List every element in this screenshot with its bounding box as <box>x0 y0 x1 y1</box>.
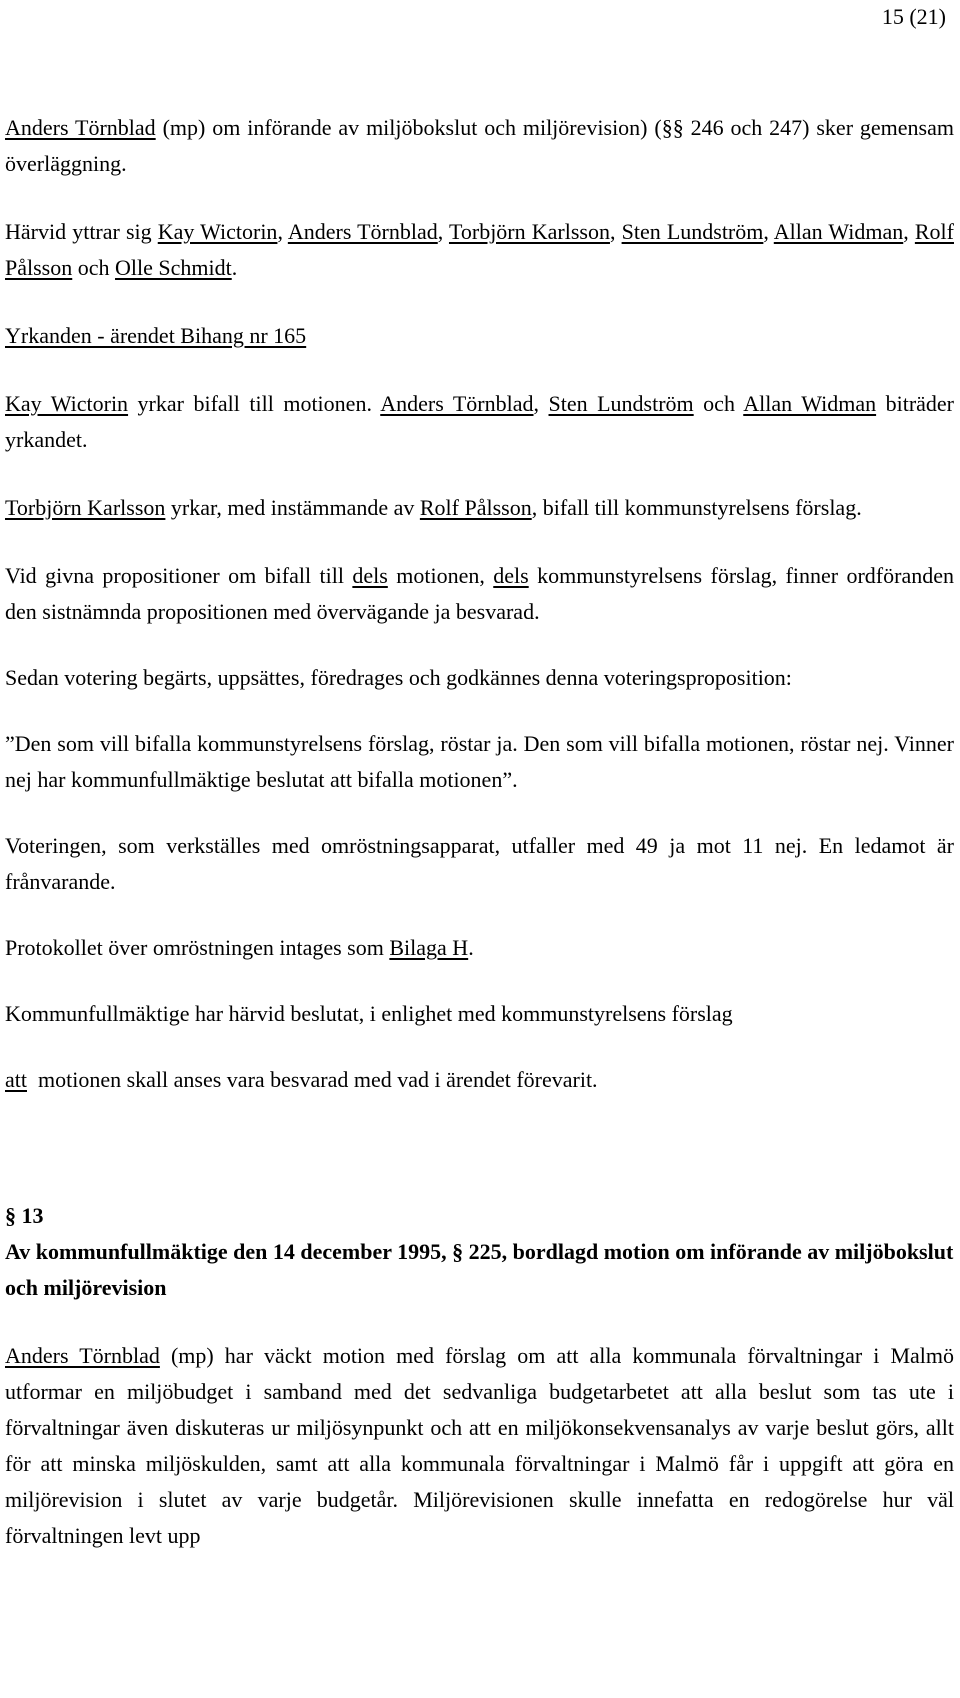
paragraph-text: Vid givna propositioner om bifall till <box>5 563 353 588</box>
person-name: Kay Wictorin <box>157 219 278 244</box>
paragraph-propositions <box>5 558 954 630</box>
paragraph-vote-result: Voteringen, som verkställes med omröstningsapparat, utfaller med 49 ja mot 11 nej. En ledamot är frånvarande. <box>5 833 954 894</box>
person-name: Anders Törnblad <box>5 1343 160 1368</box>
separator: , <box>903 219 915 244</box>
separator: och <box>693 391 744 416</box>
separator: , <box>437 219 449 244</box>
paragraph-text: yrkar bifall till motionen. <box>128 391 381 416</box>
subheading-motions <box>5 318 954 354</box>
paragraph-speakers <box>5 214 954 286</box>
separator: . <box>468 935 474 960</box>
separator: . <box>231 255 238 280</box>
paragraph-text: kommunstyrelsens förslag, finner ordföranden den sistnämnda propositionen med övervägande ja besvarad. <box>5 563 954 624</box>
separator: , <box>763 219 774 244</box>
paragraph-text: Protokollet över omröstningen intages som <box>5 935 390 960</box>
separator: och <box>72 255 116 280</box>
separator: , <box>609 219 622 244</box>
person-name: Torbjörn Karlsson <box>5 495 166 520</box>
paragraph-decision: Kommunfullmäktige har härvid beslutat, i enlighet med kommunstyrelsens förslag <box>5 1001 733 1026</box>
paragraph-protocol <box>5 930 954 966</box>
paragraph-joint-deliberation <box>5 110 954 182</box>
section-number: § 13 <box>5 1203 44 1228</box>
person-name: Rolf Pålsson <box>5 219 954 280</box>
emphasis-word: dels <box>352 563 388 588</box>
paragraph-text: motionen, <box>387 563 494 588</box>
paragraph-motion-description <box>5 1338 954 1554</box>
paragraph-text: (mp) har väckt motion med förslag om att alla kommunala förvaltningar i Malmö utformar en miljöbudget i samband med det sedvanliga budgetarbetet att alla beslut som tas ute i förvaltningar även diskuteras ur miljösynpunkt och att en miljökonsekvensanalys av varje beslut görs, allt för att minska miljöskulden, samt att alla kommunala förvaltningar i Malmö får i uppgift att göra en miljörevision i slutet av varje budgetår. Miljörevisionen skulle innefatta en redogörelse hur väl förvaltningen levt upp <box>5 1343 954 1548</box>
paragraph-text: biträder yrkandet. <box>5 391 954 452</box>
paragraph-vote-proposition: ”Den som vill bifalla kommunstyrelsens förslag, röstar ja. Den som vill bifalla motionen, röstar nej. Vinner nej har kommunfullmäktige beslutat att bifalla motionen”. <box>5 731 954 792</box>
paragraph-decision-clause <box>5 1062 954 1098</box>
emphasis-word: dels <box>493 563 529 588</box>
emphasis-word: att <box>5 1067 27 1092</box>
person-name: Anders Törnblad <box>287 219 438 244</box>
separator: , <box>533 391 549 416</box>
paragraph-text: yrkar, med instämmande av <box>165 495 420 520</box>
document-body <box>5 110 954 1554</box>
person-name: Olle Schmidt <box>115 255 232 280</box>
person-name: Rolf Pålsson <box>419 495 532 520</box>
person-name: Torbjörn Karlsson <box>448 219 610 244</box>
person-name: Anders Törnblad <box>5 115 156 140</box>
paragraph-text: , bifall till kommunstyrelsens förslag. <box>531 495 862 520</box>
subheading-text: Yrkanden - ärendet Bihang nr 165 <box>5 323 307 348</box>
paragraph-text: Härvid yttrar sig <box>5 219 158 244</box>
appendix-reference: Bilaga H <box>389 935 469 960</box>
person-name: Sten Lundström <box>621 219 764 244</box>
section-title: Av kommunfullmäktige den 14 december 1995, § 225, bordlagd motion om införande av miljöbokslut och miljörevision <box>5 1239 954 1300</box>
paragraph-motion-2 <box>5 490 954 526</box>
paragraph-vote-request: Sedan votering begärts, uppsättes, föredrages och godkännes denna voteringsproposition: <box>5 665 792 690</box>
person-name: Sten Lundström <box>548 391 694 416</box>
person-name: Allan Widman <box>773 219 904 244</box>
paragraph-text: (mp) om införande av miljöbokslut och miljörevision) (§§ 246 och 247) sker gemensam överläggning. <box>5 115 954 176</box>
separator: , <box>277 219 288 244</box>
paragraph-text: motionen skall anses vara besvarad med vad i ärendet förevarit. <box>27 1067 598 1092</box>
person-name: Kay Wictorin <box>5 391 129 416</box>
page-number: 15 (21) <box>881 4 946 29</box>
paragraph-motion-1 <box>5 386 954 458</box>
person-name: Anders Törnblad <box>380 391 534 416</box>
person-name: Allan Widman <box>743 391 877 416</box>
